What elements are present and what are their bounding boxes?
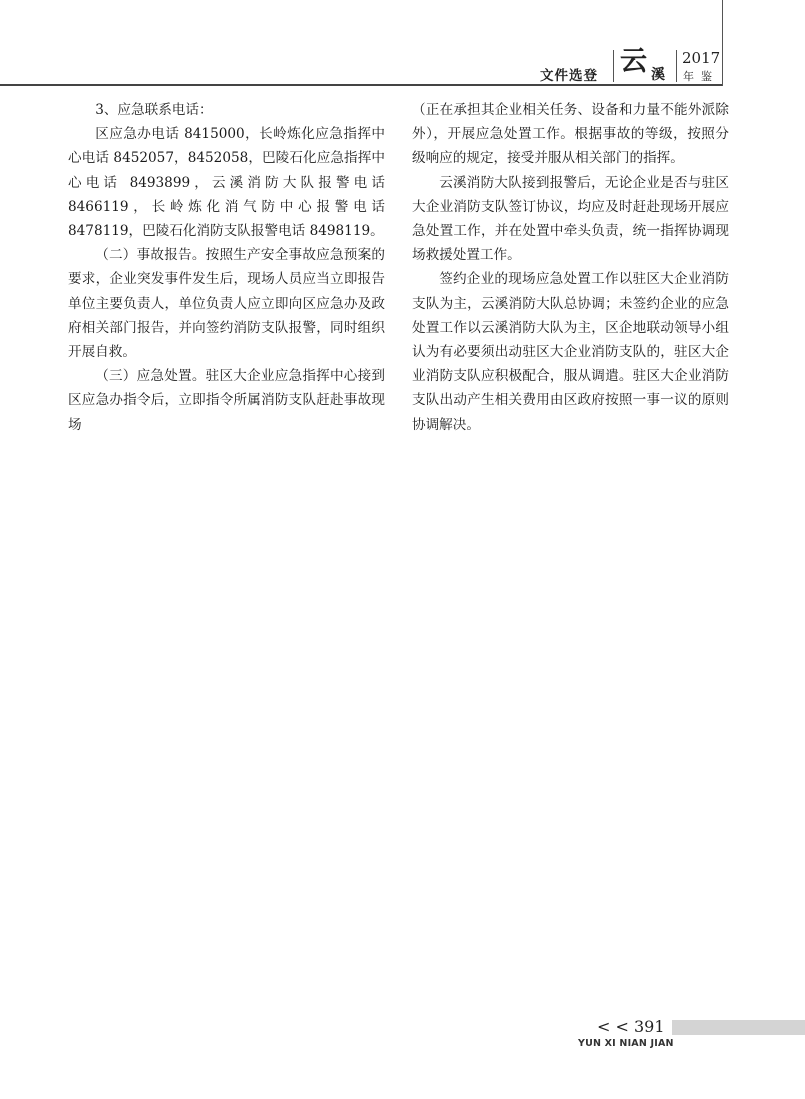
paragraph-continuation: （正在承担其企业相关任务、设备和力量不能外派除外），开展应急处置工作。根据事故的等级，按照分级响应的规定，接受并服从相关部门的指挥。 <box>412 102 729 167</box>
paragraph-emergency-response: （三）应急处置。驻区大企业应急指挥中心接到区应急办指令后，立即指令所属消防支队赶赴事故现场 <box>68 368 385 433</box>
yearbook-logo-main: 云 <box>620 46 647 77</box>
header-vertical-rule <box>722 0 723 86</box>
paragraph-fire-brigade: 云溪消防大队接到报警后，无论企业是否与驻区大企业消防支队签订协议，均应及时赶赴现场开展应急处置工作，并在处置中牵头负责，统一指挥协调现场救援处置工作。 <box>412 174 729 264</box>
header-horizontal-rule <box>0 84 722 86</box>
yearbook-logo-secondary: 溪 <box>651 67 665 83</box>
yearbook-subtitle: 年鉴 <box>683 70 719 83</box>
right-column <box>412 98 729 437</box>
header-divider <box>676 50 677 82</box>
page-number: < < 391 <box>597 1017 665 1036</box>
left-column <box>68 98 385 437</box>
paragraph-contact-numbers: 区应急办电话 8415000，长岭炼化应急指挥中心电话 8452057，8452058，巴陵石化应急指挥中心电话 8493899，云溪消防大队报警电话 8466119，长岭炼化消气防中心报警电话 8478119，巴陵石化消防支队报警电话 8498119。 <box>68 126 385 240</box>
footer-bar <box>672 1020 805 1035</box>
paragraph-accident-report: （二）事故报告。按照生产安全事故应急预案的要求，企业突发事件发生后，现场人员应当立即报告单位主要负责人，单位负责人应立即向区应急办及政府相关部门报告，并向签约消防支队报警，同时组织开展自救。 <box>68 247 385 361</box>
yearbook-year: 2017 <box>682 49 721 67</box>
section-title: 文件选登 <box>540 68 598 84</box>
footer-english-title: YUN XI NIAN JIAN <box>578 1038 674 1049</box>
header-divider <box>613 50 614 82</box>
heading-contact-phones: 3、应急联系电话： <box>95 102 213 118</box>
paragraph-coordination: 签约企业的现场应急处置工作以驻区大企业消防支队为主，云溪消防大队总协调；未签约企业的应急处置工作以云溪消防大队为主，区企地联动领导小组认为有必要须出动驻区大企业消防支队的，驻区大企业消防支队应积极配合，服从调遣。驻区大企业消防支队出动产生相关费用由区政府按照一事一议的原则协调解决。 <box>412 271 729 433</box>
